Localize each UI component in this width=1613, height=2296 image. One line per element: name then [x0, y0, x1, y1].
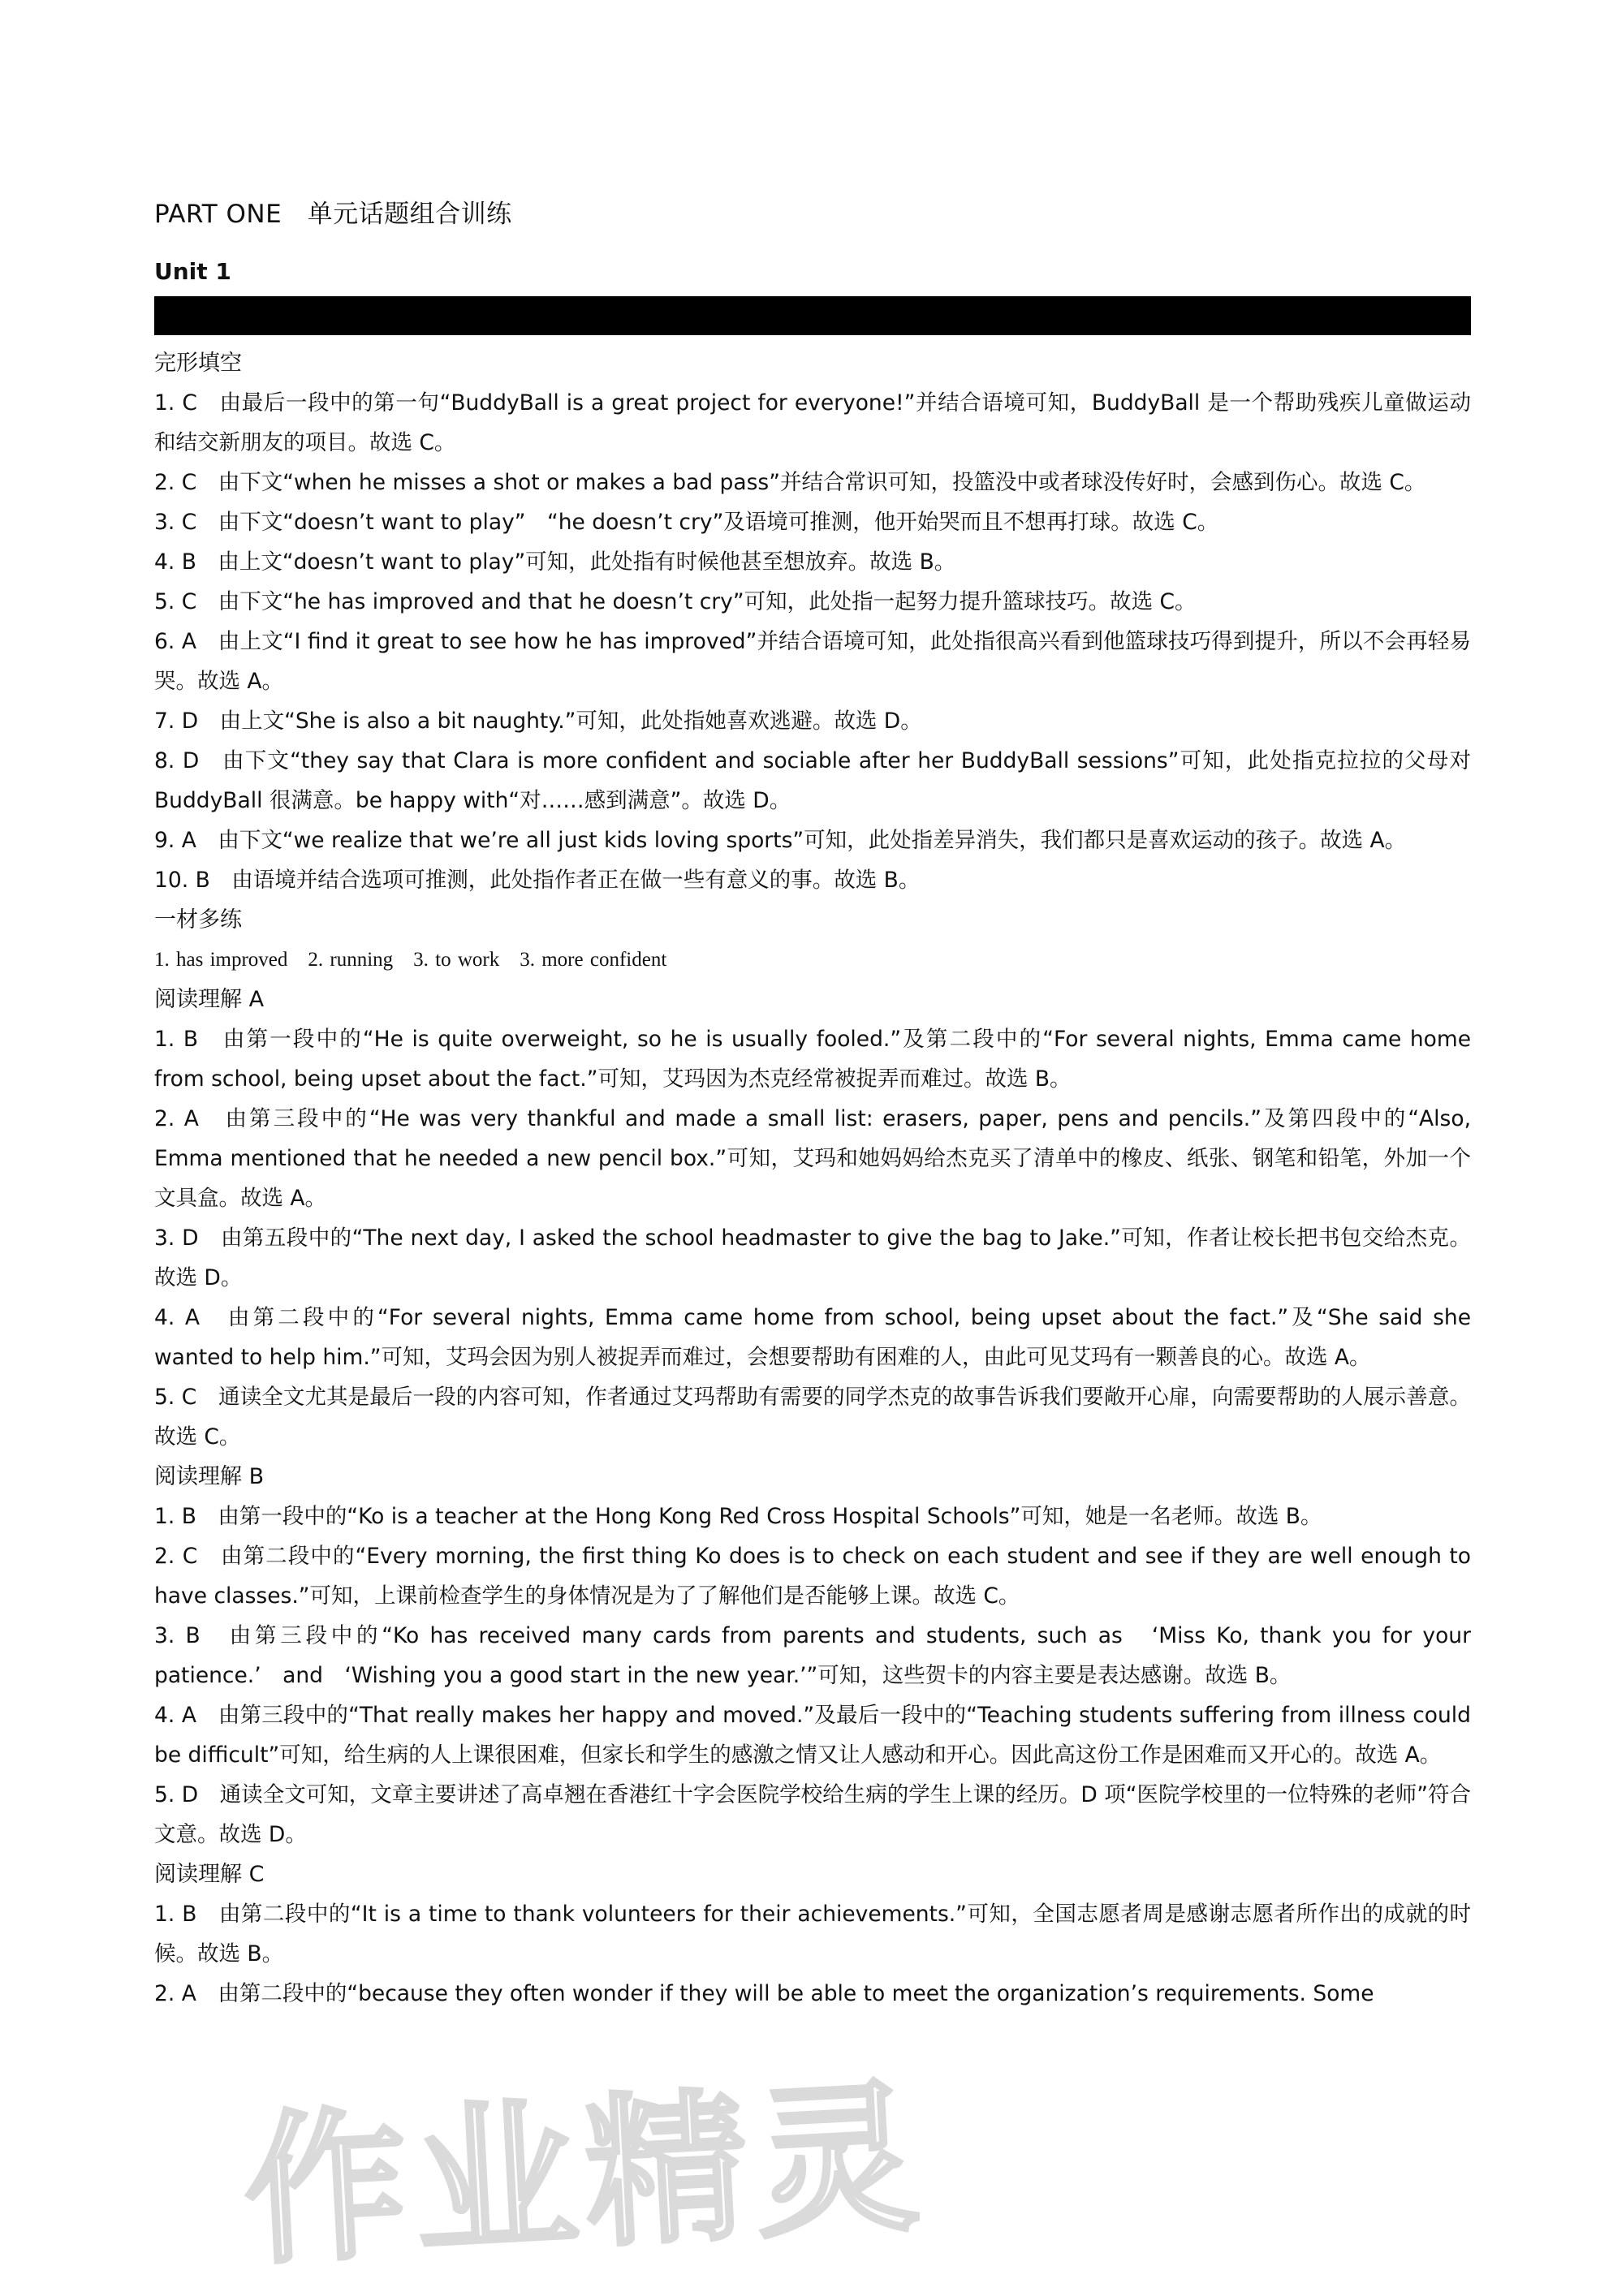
answer-item: 4. A 由第二段中的“For several nights, Emma came home from school, being upset about the fact.”及“She said she wanted to help him.”可知，艾玛会因为别人被捉弄而难过，会想要帮助有困难的人，由此可见艾玛有一颗善良的心。故选 A。 — [154, 1305, 1471, 1370]
answer-item: 9. A 由下文“we realize that we’re all just kids loving sports”可知，此处指差异消失，我们都只是喜欢运动的孩子。故选 A。 — [154, 828, 1407, 853]
section-practice — [154, 900, 1471, 980]
section-heading: 阅读理解 A — [154, 987, 265, 1012]
answer-item: 4. B 由上文“doesn’t want to play”可知，此处指有时候他甚至想放弃。故选 B。 — [154, 549, 956, 575]
redaction-bar — [154, 296, 1471, 335]
answer-item: 2. C 由下文“when he misses a shot or makes a bad pass”并结合常识可知，投篮没中或者球没传好时，会感到伤心。故选 C。 — [154, 470, 1426, 495]
answer-item: 4. A 由第三段中的“That really makes her happy and moved.”及最后一段中的“Teaching students suffering from illness could be difficult”可知，给生病的人上课很困难，但家长和学生的感激之情又让人感动和开心。因此高这份工作是困难而又开心的。故选 A。 — [154, 1703, 1471, 1768]
answer-item: 2. A 由第三段中的“He was very thankful and made a small list: erasers, paper, pens and pencils.”及第四段中的“Also, Emma mentioned that he needed a new pencil box.”可知，艾玛和她妈妈给杰克买了清单中的橡皮、纸张、钢笔和铅笔，外加一个文具盒。故选 A。 — [154, 1106, 1471, 1211]
answer-item: 3. B 由第三段中的“Ko has received many cards from parents and students, such as ‘Miss Ko, thank you for your patience.’ and ‘Wishing you a good start in the new year.’”可知，这些贺卡的内容主要是表达感谢。故选 B。 — [154, 1623, 1471, 1688]
section-reading-c — [154, 1854, 1471, 2014]
answer-item: 2. A 由第二段中的“because they often wonder if they will be able to meet the organization’s requirements. Some — [154, 1981, 1374, 2006]
answer-item: 5. C 由下文“he has improved and that he doesn’t cry”可知，此处指一起努力提升篮球技巧。故选 C。 — [154, 589, 1197, 614]
answer-item: 1. B 由第二段中的“It is a time to thank volunteers for their achievements.”可知，全国志愿者周是感谢志愿者所作出的成就的时候。故选 B。 — [154, 1902, 1471, 1966]
answer-item: 7. D 由上文“She is also a bit naughty.”可知，此处指她喜欢逃避。故选 D。 — [154, 709, 922, 734]
answer-item: 3. D 由第五段中的“The next day, I asked the school headmaster to give the bag to Jake.”可知，作者让校长把书包交给杰克。故选 D。 — [154, 1226, 1471, 1290]
section-reading-b — [154, 1457, 1471, 1854]
answer-item: 2. C 由第二段中的“Every morning, the first thing Ko does is to check on each student and see if they are well enough to have classes.”可知，上课前检查学生的身体情况是为了了解他们是否能够上课。故选 C。 — [154, 1544, 1471, 1609]
answer-item: 5. D 通读全文可知，文章主要讲述了高卓翘在香港红十字会医院学校给生病的学生上课的经历。D 项“医院学校里的一位特殊的老师”符合文意。故选 D。 — [154, 1782, 1471, 1847]
answer-item: 6. A 由上文“I find it great to see how he has improved”并结合语境可知，此处指很高兴看到他篮球技巧得到提升，所以不会再轻易哭。故选 A。 — [154, 629, 1471, 694]
answer-item: 1. C 由最后一段中的第一句“BuddyBall is a great project for everyone!”并结合语境可知，BuddyBall 是一个帮助残疾儿童做运动和结交新朋友的项目。故选 C。 — [154, 390, 1471, 455]
answer-item: 5. C 通读全文尤其是最后一段的内容可知，作者通过艾玛帮助有需要的同学杰克的故事告诉我们要敞开心扉，向需要帮助的人展示善意。故选 C。 — [154, 1385, 1471, 1450]
section-cloze — [154, 343, 1471, 900]
answer-item: 8. D 由下文“they say that Clara is more confident and sociable after her BuddyBall sessions”可知，此处指克拉拉的父母对 BuddyBall 很满意。be happy with“对……感到满意”。故选 D。 — [154, 748, 1471, 813]
part-title: PART ONE 单元话题组合训练 — [154, 200, 512, 229]
section-heading: 完形填空 — [154, 351, 242, 376]
answer-item: 3. C 由下文“doesn’t want to play” “he doesn’t cry”及语境可推测，他开始哭而且不想再打球。故选 C。 — [154, 510, 1219, 535]
section-heading: 阅读理解 B — [154, 1464, 265, 1489]
answer-item: 1. B 由第一段中的“He is quite overweight, so he is usually fooled.”及第二段中的“For several nights, Emma came home from school, being upset about the fact.”可知，艾玛因为杰克经常被捉弄而难过。故选 B。 — [154, 1027, 1471, 1092]
answer-item: 1. B 由第一段中的“Ko is a teacher at the Hong Kong Red Cross Hospital Schools”可知，她是一名老师。故选 B。 — [154, 1504, 1322, 1529]
section-reading-a — [154, 980, 1471, 1457]
unit-title: Unit 1 — [154, 258, 231, 285]
section-heading: 一材多练 — [154, 907, 242, 933]
practice-answers: 1. has improved 2. running 3. to work 3. more confident — [154, 949, 667, 971]
answer-page — [154, 193, 1471, 2014]
answer-item: 10. B 由语境并结合选项可推测，此处指作者正在做一些有意义的事。故选 B。 — [154, 868, 921, 893]
section-heading: 阅读理解 C — [154, 1862, 265, 1887]
watermark-logo: 作业精灵 — [239, 2063, 931, 2288]
